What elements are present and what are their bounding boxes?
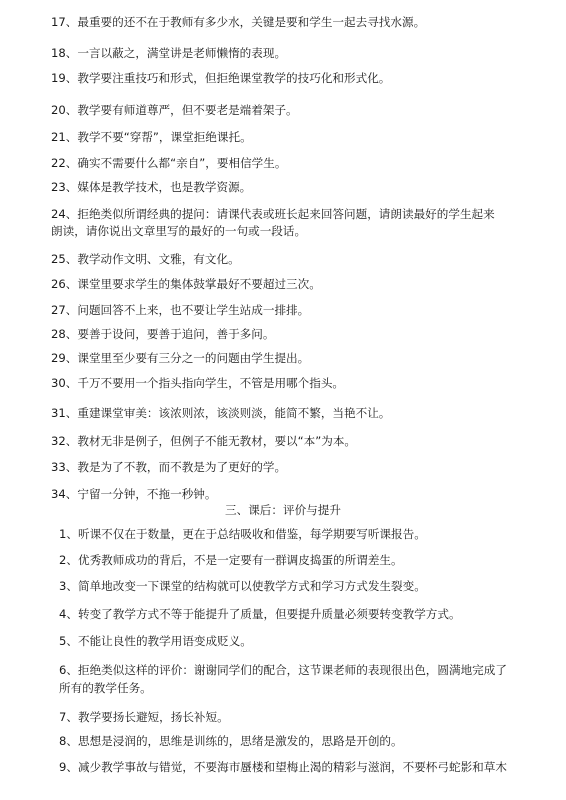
list-item-continuation: 朗读，请你说出文章里写的最好的一句或一段话。 <box>51 224 307 238</box>
list-item: 2、优秀教师成功的背后，不是一定要有一群调皮捣蛋的所谓差生。 <box>59 553 403 567</box>
list-item: 4、转变了教学方式不等于能提升了质量，但要提升质量必须要转变教学方式。 <box>59 607 461 621</box>
section-title: 三、课后：评价与提升 <box>225 503 341 517</box>
list-item: 27、问题回答不上来，也不要让学生站成一排排。 <box>51 303 310 317</box>
list-item: 18、一言以蔽之，满堂讲是老师懒惰的表现。 <box>51 46 287 60</box>
list-item: 25、教学动作文明、文雅，有文化。 <box>51 252 240 266</box>
list-item: 21、教学不要“穿帮”，课堂拒绝课托。 <box>51 130 252 144</box>
list-item: 31、重建课堂审美：该浓则浓，该淡则淡，能简不繁，当艳不让。 <box>51 406 391 420</box>
list-item: 20、教学要有师道尊严，但不要老是端着架子。 <box>51 103 298 117</box>
list-item: 32、教材无非是例子，但例子不能无教材，要以“本”为本。 <box>51 434 357 448</box>
list-item: 22、确实不需要什么都“亲自”，要相信学生。 <box>51 156 287 170</box>
list-item: 7、教学要扬长避短，扬长补短。 <box>59 710 229 724</box>
list-item: 19、教学要注重技巧和形式，但拒绝课堂教学的技巧化和形式化。 <box>51 71 391 85</box>
list-item: 5、不能让良性的教学用语变成贬义。 <box>59 634 252 648</box>
list-item: 28、要善于设问，要善于追问，善于多问。 <box>51 327 275 341</box>
list-item: 24、拒绝类似所谓经典的提问：请课代表或班长起来回答问题，请朗读最好的学生起来 <box>51 207 495 221</box>
list-item: 3、简单地改变一下课堂的结构就可以使教学方式和学习方式发生裂变。 <box>59 579 426 593</box>
list-item: 23、媒体是教学技术，也是教学资源。 <box>51 180 252 194</box>
list-item: 34、宁留一分钟，不拖一秒钟。 <box>51 487 217 501</box>
list-item: 1、听课不仅在于数量，更在于总结吸收和借鉴，每学期要写听课报告。 <box>59 527 426 541</box>
list-item: 29、课堂里至少要有三分之一的问题由学生提出。 <box>51 351 310 365</box>
list-item: 9、减少教学事故与错觉，不要海市蜃楼和望梅止渴的精彩与滋润，不要杯弓蛇影和草木 <box>59 760 507 774</box>
list-item: 6、拒绝类似这样的评价：谢谢同学们的配合，这节课老师的表现很出色，圆满地完成了 <box>59 663 507 677</box>
list-item: 8、思想是浸润的，思维是训练的，思绪是激发的，思路是开创的。 <box>59 734 403 748</box>
list-item: 30、千万不要用一个指头指向学生，不管是用哪个指头。 <box>51 376 345 390</box>
list-item: 26、课堂里要求学生的集体鼓掌最好不要超过三次。 <box>51 277 321 291</box>
list-item-continuation: 所有的教学任务。 <box>59 681 152 695</box>
list-item: 33、教是为了不教，而不教是为了更好的学。 <box>51 460 287 474</box>
list-item: 17、最重要的还不在于教师有多少水，关键是要和学生一起去寻找水源。 <box>51 15 426 29</box>
